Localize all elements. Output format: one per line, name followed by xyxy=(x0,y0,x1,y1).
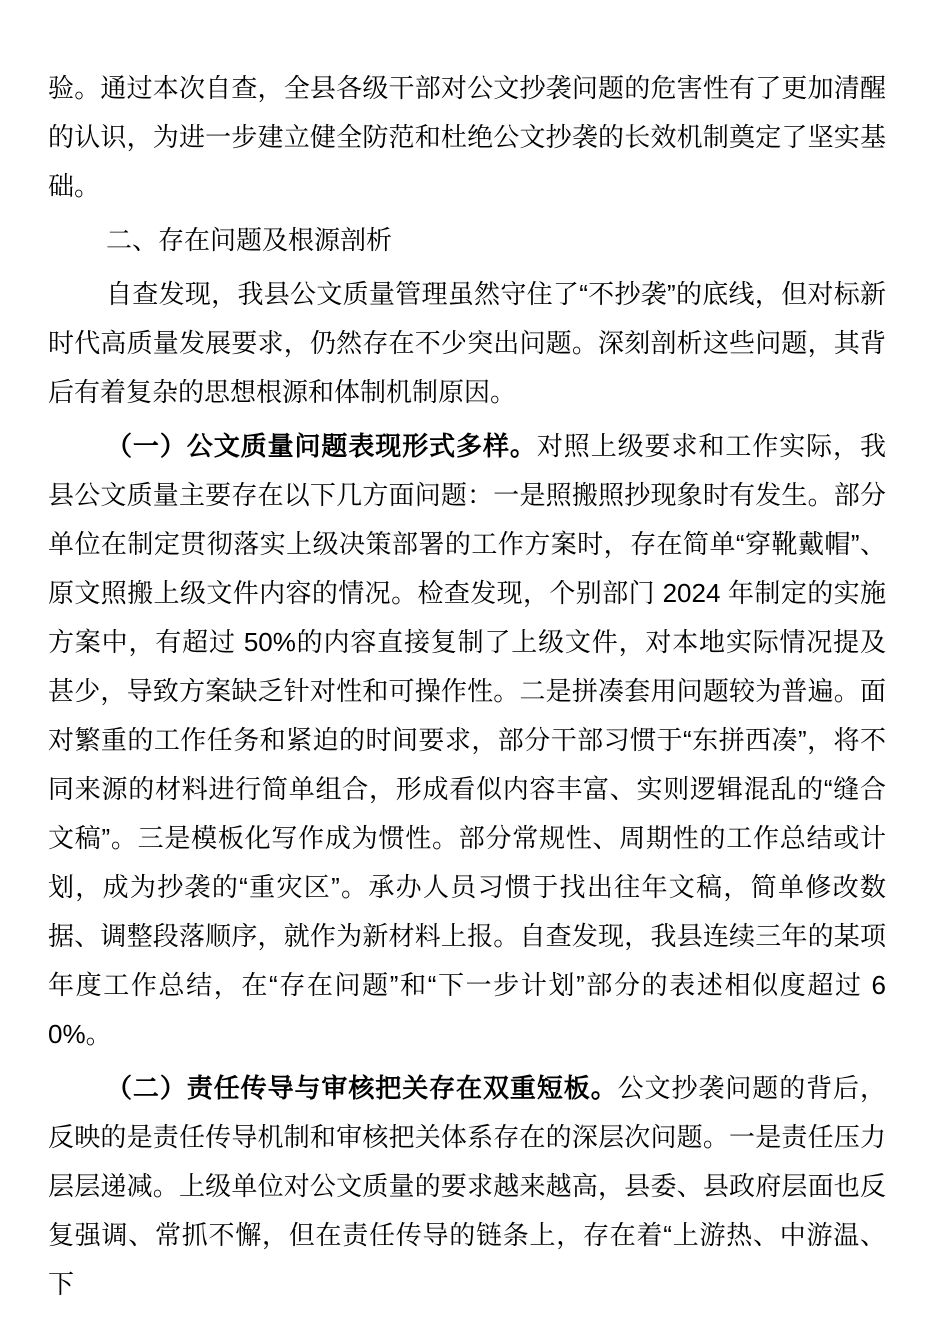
section-heading xyxy=(48,216,886,265)
section-heading-text: 二、存在问题及根源剖析 xyxy=(106,225,393,255)
paragraph-text: 自查发现，我县公文质量管理虽然守住了“不抄袭”的底线，但对标新时代高质量发展要求，仍然存在不少突出问题。深刻剖析这些问题，其背后有着复杂的思想根源和体制机制原因。 xyxy=(48,279,886,407)
paragraph-text: 公文抄袭问题的背后，反映的是责任传导机制和审核把关体系存在的深层次问题。一是责任压力层层递减。上级单位对公文质量的要求越来越高，县委、县政府层面也反复强调、常抓不懈，但在责任传导的链条上，存在着“上游热、中游温、下 xyxy=(48,1073,886,1299)
paragraph-text: 验。通过本次自查，全县各级干部对公文抄袭问题的危害性有了更加清醒的认识，为进一步建立健全防范和杜绝公文抄袭的长效机制奠定了坚实基础。 xyxy=(48,73,886,201)
paragraph-text: 对照上级要求和工作实际，我县公文质量主要存在以下几方面问题：一是照搬照抄现象时有发生。部分单位在制定贯彻落实上级决策部署的工作方案时，存在简单“穿靴戴帽”、原文照搬上级文件内容的情况。检查发现，个别部门 2024 年制定的实施方案中，有超过 50%的内容直接复制了上级文件，对本地实际情况提及甚少，导致方案缺乏针对性和可操作性。二是拼凑套用问题较为普遍。面对繁重的工作任务和紧迫的时间要求，部分干部习惯于“东拼西凑”，将不同来源的材料进行简单组合，形成看似内容丰富、实则逻辑混乱的“缝合文稿”。三是模板化写作成为惯性。部分常规性、周期性的工作总结或计划，成为抄袭的“重灾区”。承办人员习惯于找出往年文稿，简单修改数据、调整段落顺序，就作为新材料上报。自查发现，我县连续三年的某项年度工作总结，在“存在问题”和“下一步计划”部分的表述相似度超过 60%。 xyxy=(48,431,886,1049)
paragraph xyxy=(48,270,886,417)
paragraph-continuation xyxy=(48,64,886,211)
paragraph-bold-lead: （二）责任传导与审核把关存在双重短板。 xyxy=(106,1073,618,1103)
paragraph-item-one xyxy=(48,422,886,1059)
paragraph-bold-lead: （一）公文质量问题表现形式多样。 xyxy=(106,431,537,461)
paragraph-item-two xyxy=(48,1064,886,1309)
